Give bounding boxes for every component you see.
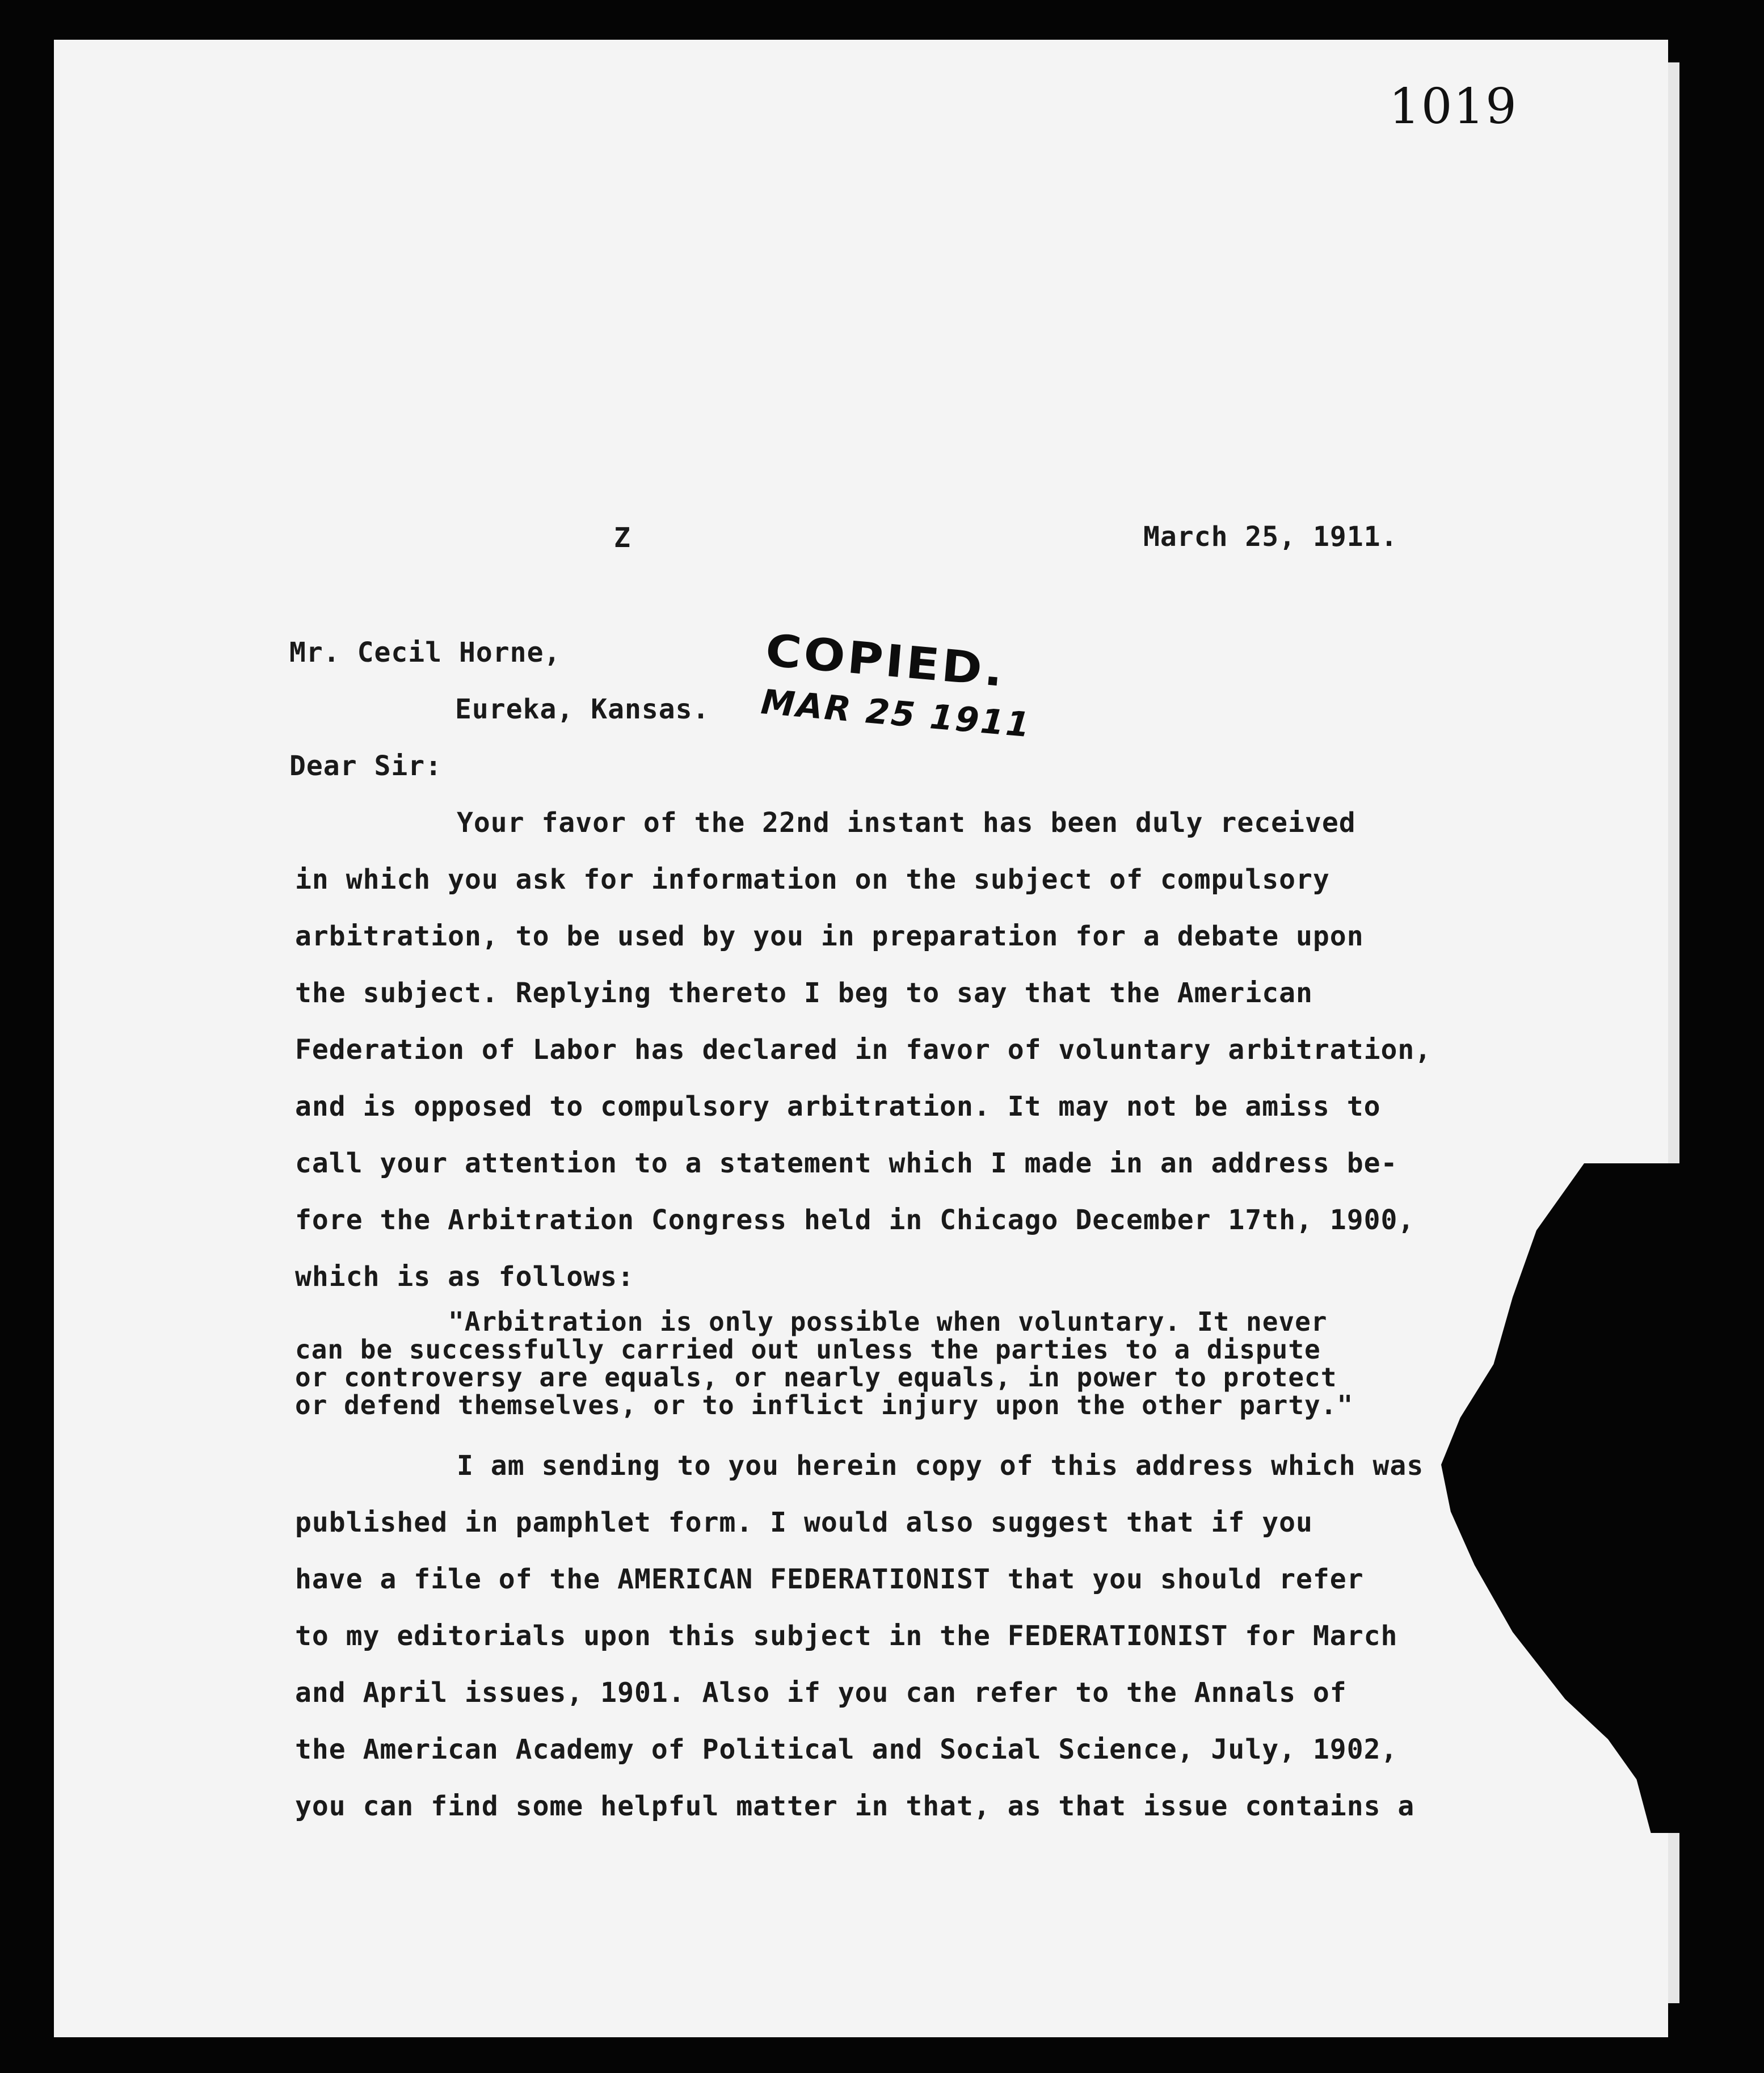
body-line: and is opposed to compulsory arbitration. It may not be amiss to bbox=[295, 1091, 1381, 1122]
body-line: call your attention to a statement which I made in an address be- bbox=[295, 1147, 1398, 1179]
stamp-date: MAR 25 1911 bbox=[759, 682, 1033, 746]
body-line: the subject. Replying thereto I beg to say that the American bbox=[295, 977, 1313, 1009]
quote-line: or controversy are equals, or nearly equals, in power to protect bbox=[295, 1362, 1337, 1393]
quote-line: can be successfully carried out unless the parties to a dispute bbox=[295, 1334, 1321, 1365]
body-line: the American Academy of Political and Social Science, July, 1902, bbox=[295, 1734, 1398, 1765]
body-line: have a file of the AMERICAN FEDERATIONIST that you should refer bbox=[295, 1563, 1364, 1595]
body-line: Federation of Labor has declared in favor of voluntary arbitration, bbox=[295, 1034, 1432, 1066]
body-line: I am sending to you herein copy of this address which was bbox=[457, 1450, 1424, 1482]
file-mark: Z bbox=[614, 522, 631, 554]
copied-stamp bbox=[759, 625, 1038, 746]
body-line: you can find some helpful matter in that, as that issue contains a bbox=[295, 1790, 1415, 1822]
recipient-city: Eureka, Kansas. bbox=[455, 693, 710, 725]
body-line: in which you ask for information on the subject of compulsory bbox=[295, 864, 1330, 895]
letter-date: March 25, 1911. bbox=[1143, 521, 1398, 553]
body-line: arbitration, to be used by you in preparation for a debate upon bbox=[295, 920, 1364, 952]
recipient-name: Mr. Cecil Horne, bbox=[289, 637, 561, 668]
quote-line: "Arbitration is only possible when voluntary. It never bbox=[448, 1306, 1328, 1337]
body-line: and April issues, 1901. Also if you can refer to the Annals of bbox=[295, 1677, 1347, 1709]
body-line: published in pamphlet form. I would also suggest that if you bbox=[295, 1507, 1313, 1538]
page-number: 1019 bbox=[1389, 78, 1518, 135]
body-line: which is as follows: bbox=[295, 1261, 634, 1293]
body-line: Your favor of the 22nd instant has been duly received bbox=[457, 807, 1356, 839]
salutation: Dear Sir: bbox=[289, 750, 443, 782]
body-line: to my editorials upon this subject in the FEDERATIONIST for March bbox=[295, 1620, 1398, 1652]
stamp-word: COPIED. bbox=[763, 625, 1008, 697]
quote-line: or defend themselves, or to inflict injury upon the other party." bbox=[295, 1390, 1354, 1420]
body-line: fore the Arbitration Congress held in Chicago December 17th, 1900, bbox=[295, 1204, 1415, 1236]
